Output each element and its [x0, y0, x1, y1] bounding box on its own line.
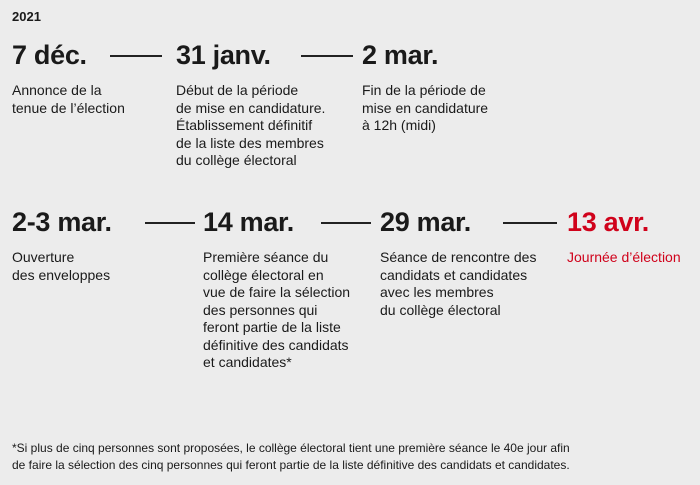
year-label: 2021: [12, 9, 41, 24]
event-candidate-meeting: [380, 207, 536, 319]
event-date: 7 déc.: [12, 40, 87, 70]
event-date: 2 mar.: [362, 40, 439, 70]
event-date: 2-3 mar.: [12, 207, 112, 237]
event-description: Début de la période de mise en candidature. Établissement définitif de la liste des membres du collège électoral: [176, 82, 326, 168]
event-date: 31 janv.: [176, 40, 271, 70]
event-first-session: [203, 207, 350, 372]
timeline-connector: [145, 222, 195, 224]
event-announcement: [12, 40, 125, 117]
event-date: 14 mar.: [203, 207, 294, 237]
event-envelope-opening: [12, 207, 112, 284]
timeline-connector: [503, 222, 557, 224]
timeline-connector: [110, 55, 162, 57]
event-description: Première séance du collège électoral en vue de faire la sélection des personnes qui feront partie de la liste définitive des candidats et candidates*: [203, 249, 351, 370]
event-description: Journée d’élection: [567, 249, 681, 265]
event-date: 29 mar.: [380, 207, 471, 237]
event-nomination-end: [362, 40, 488, 135]
timeline-connector: [301, 55, 353, 57]
event-election-day: [567, 207, 681, 267]
event-description: Fin de la période de mise en candidature à 12h (midi): [362, 82, 489, 133]
event-nomination-start: [176, 40, 325, 170]
event-date: 13 avr.: [567, 207, 649, 237]
event-description: Séance de rencontre des candidats et candidates avec les membres du collège électoral: [380, 249, 537, 318]
timeline-connector: [321, 222, 371, 224]
event-description: Annonce de la tenue de l’élection: [12, 82, 125, 116]
footnote: *Si plus de cinq personnes sont proposées, le collège électoral tient une première séance le 40e jour afin de faire la sélection des cinq personnes qui feront partie de la liste définitive des candidats et candidates.: [12, 441, 570, 472]
event-description: Ouverture des enveloppes: [12, 249, 111, 283]
